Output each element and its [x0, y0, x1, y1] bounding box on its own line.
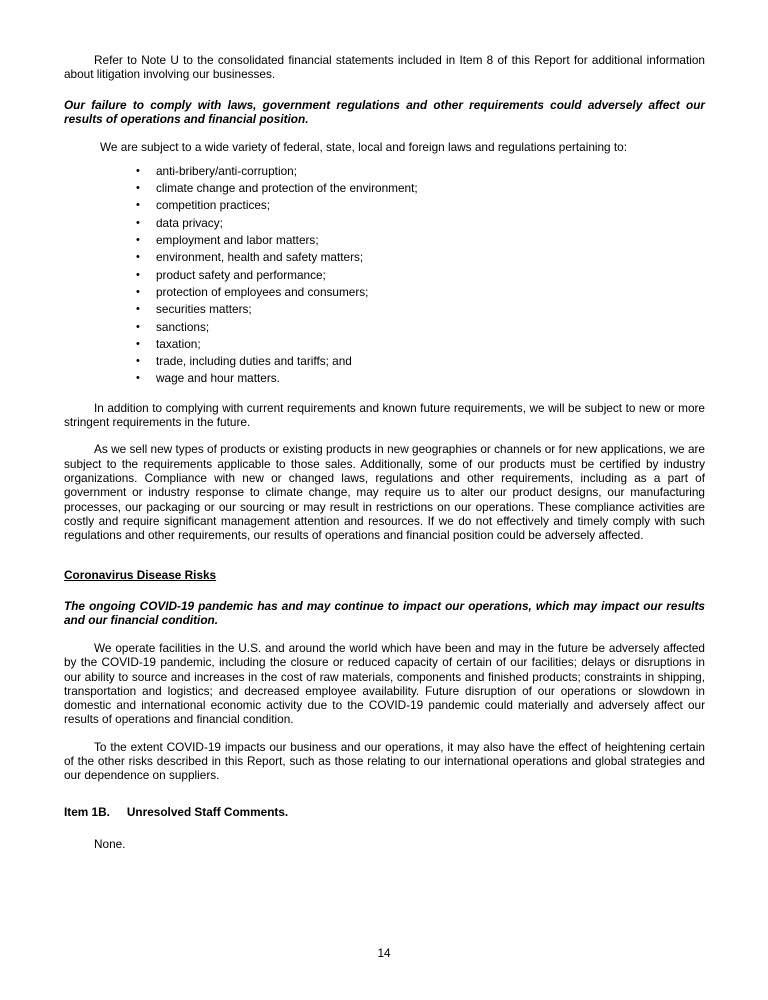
list-item — [136, 336, 705, 353]
list-item-text: trade, including duties and tariffs; and — [156, 354, 352, 369]
paragraph-facilities-impact: We operate facilities in the U.S. and around the world which have been and may in the future be adversely affected by the COVID-19 pandemic, including the closure or reduced capacity of certain of our facilities; delays or disruptions in our ability to source and increases in the cost of raw materials, components and finished products; constraints in shipping, transportation and logistics; and decreased employee availability. Future disruption of our operations or slowdown in domestic and international economic activity due to the COVID-19 pandemic could materially and adversely affect our results of operations and financial condition. — [64, 640, 705, 727]
bullet-icon: • — [136, 303, 140, 316]
bullet-icon: • — [136, 355, 140, 368]
list-item — [136, 215, 705, 232]
bullet-icon: • — [136, 372, 140, 385]
list-item — [136, 163, 705, 180]
list-item-text: sanctions; — [156, 319, 210, 334]
list-item-text: wage and hour matters. — [156, 371, 280, 386]
bullet-icon: • — [136, 234, 140, 247]
laws-bullet-list — [64, 163, 705, 388]
list-item-text: securities matters; — [156, 302, 252, 317]
list-item-text: employment and labor matters; — [156, 233, 319, 248]
list-item-text: environment, health and safety matters; — [156, 250, 364, 265]
bullet-icon: • — [136, 251, 140, 264]
paragraph-future-requirements: In addition to complying with current requirements and known future requirements, we will be subject to new or more stringent requirements in the future. — [64, 400, 705, 430]
list-item — [136, 301, 705, 318]
bullet-icon: • — [136, 320, 140, 333]
paragraph-laws-intro: We are subject to a wide variety of federal, state, local and foreign laws and regulations pertaining to: — [100, 139, 628, 154]
paragraph-new-products-compliance: As we sell new types of products or existing products in new geographies or channels or for new applications, we are subject to the requirements applicable to those sales. Additionally, some of our products must be certified by industry organizations. Compliance with new or changed laws, regulations and other requirements, including as a part of government or industry response to climate change, may require us to alter our product designs, our manufacturing processes, our packaging or our sourcing or may result in restrictions on our operations. These compliance activities are costly and require significant management attention and resources. If we do not effectively and timely comply with such regulations and other requirements, our results of operations and financial position could be adversely affected. — [64, 442, 705, 543]
paragraph-none: None. — [94, 836, 126, 851]
list-item-text: product safety and performance; — [156, 267, 326, 282]
list-item — [136, 232, 705, 249]
list-item-text: competition practices; — [156, 198, 271, 213]
list-item-text: protection of employees and consumers; — [156, 284, 369, 299]
heading-compliance-risk: Our failure to comply with laws, government regulations and other requirements could adversely affect our results of operations and financial position. — [64, 97, 705, 127]
list-item — [136, 180, 705, 197]
list-item-text: data privacy; — [156, 215, 223, 230]
bullet-icon: • — [136, 337, 140, 350]
bullet-icon: • — [136, 285, 140, 298]
list-item — [136, 353, 705, 370]
bullet-icon: • — [136, 199, 140, 212]
bullet-icon: • — [136, 216, 140, 229]
item-1b-label: Item 1B. — [64, 804, 110, 819]
heading-item-1b — [64, 805, 705, 819]
document-page — [64, 53, 705, 864]
list-item-text: climate change and protection of the environment; — [156, 181, 418, 196]
list-item — [136, 197, 705, 214]
bullet-icon: • — [136, 164, 140, 177]
bullet-icon: • — [136, 182, 140, 195]
paragraph-note-u: Refer to Note U to the consolidated financial statements included in Item 8 of this Report for additional information about litigation involving our businesses. — [64, 53, 705, 82]
item-1b-title: Unresolved Staff Comments. — [126, 804, 289, 819]
list-item — [136, 267, 705, 284]
list-item-text: anti-bribery/anti-corruption; — [156, 163, 297, 178]
heading-coronavirus-risks: Coronavirus Disease Risks — [64, 568, 217, 583]
list-item-text: taxation; — [156, 336, 201, 351]
paragraph-covid-heightening: To the extent COVID-19 impacts our business and our operations, it may also have the effect of heightening certain of the other risks described in this Report, such as those relating to our international operations and global strategies and our dependence on suppliers. — [64, 739, 705, 783]
list-item — [136, 370, 705, 387]
list-item — [136, 284, 705, 301]
page-number: 14 — [377, 946, 391, 960]
bullet-icon: • — [136, 268, 140, 281]
list-item — [136, 249, 705, 266]
heading-covid-impact: The ongoing COVID-19 pandemic has and may continue to impact our operations, which may impact our results and our financial condition. — [64, 598, 705, 628]
list-item — [136, 319, 705, 336]
